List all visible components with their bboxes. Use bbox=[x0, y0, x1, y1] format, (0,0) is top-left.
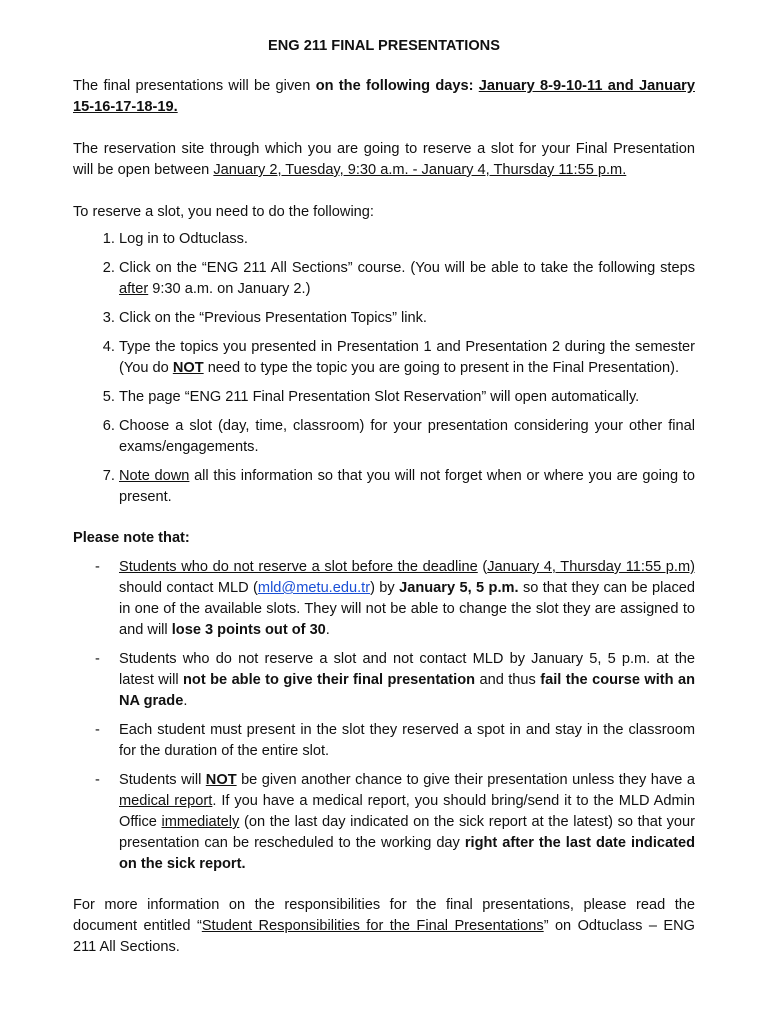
note-item bbox=[73, 557, 695, 641]
bullet-dash: - bbox=[95, 651, 100, 667]
step-text: Log in to Odtuclass. bbox=[119, 231, 248, 247]
bullet-dash: - bbox=[95, 772, 100, 788]
note-item bbox=[73, 649, 695, 712]
note-item bbox=[73, 770, 695, 875]
note-bold: not be able to give their final presentation bbox=[183, 672, 476, 688]
step-item bbox=[119, 308, 695, 329]
note-text: be given another chance to give their presentation unless they have a bbox=[236, 772, 695, 788]
note-text: . bbox=[183, 693, 188, 709]
responsibilities-document-title: Student Responsibilities for the Final Presentations bbox=[201, 918, 544, 934]
note-bold: right after the last date indicated on the sick report. bbox=[119, 835, 696, 872]
step-text: 9:30 a.m. on January 2.) bbox=[148, 281, 311, 297]
note-bold: January 5, 5 p.m. bbox=[399, 580, 519, 596]
deadline-date: January 4, Thursday 11:55 p.m) bbox=[487, 559, 695, 575]
note-emphasis: immediately bbox=[161, 814, 240, 830]
presentation-dates: January 8-9-10-11 and January 15-16-17-18-19. bbox=[73, 78, 695, 115]
note-bold: fail the course with an NA grade bbox=[119, 672, 695, 709]
note-text: so that they can be placed in one of the available slots. They will not be able to change the slot they are assigned to and will bbox=[119, 580, 695, 638]
note-item bbox=[73, 720, 695, 762]
step-text: The page “ENG 211 Final Presentation Slot Reservation” will open automatically. bbox=[119, 389, 640, 405]
notes-list bbox=[73, 557, 695, 875]
bullet-dash: - bbox=[95, 722, 100, 738]
step-emphasis: Note down bbox=[119, 468, 190, 484]
step-item bbox=[119, 466, 695, 508]
reservation-text: The reservation site through which you are going to reserve a slot for your Final Presentation will be open between bbox=[73, 141, 695, 178]
bullet-dash: - bbox=[95, 559, 100, 575]
step-item bbox=[119, 416, 695, 458]
step-text: Click on the “ENG 211 All Sections” course. (You will be able to take the following steps bbox=[119, 260, 695, 276]
steps-list bbox=[73, 229, 695, 508]
step-item bbox=[119, 387, 695, 408]
note-text: Students who do not reserve a slot before the deadline bbox=[119, 559, 478, 575]
step-item bbox=[119, 229, 695, 250]
intro-text: The final presentations will be given bbox=[73, 78, 316, 94]
note-text: ) by bbox=[370, 580, 400, 596]
reservation-paragraph bbox=[73, 139, 695, 181]
steps-intro: To reserve a slot, you need to do the following: bbox=[73, 204, 374, 220]
intro-bold: on the following days: bbox=[315, 78, 479, 94]
step-emphasis: after bbox=[119, 281, 149, 297]
note-emphasis: medical report bbox=[119, 793, 213, 809]
mld-email-link[interactable]: mld@metu.edu.tr bbox=[257, 580, 371, 596]
note-text: should contact MLD ( bbox=[119, 580, 258, 596]
notes-heading: Please note that: bbox=[73, 530, 190, 546]
step-text: Choose a slot (day, time, classroom) for your presentation considering your other final exams/engagements. bbox=[119, 418, 695, 455]
step-text: Click on the “Previous Presentation Topics” link. bbox=[119, 310, 427, 326]
note-text: (on the last day indicated on the sick report at the latest) so that your presentation can be rescheduled to the working day bbox=[119, 814, 695, 851]
note-bold: lose 3 points out of 30 bbox=[171, 622, 326, 638]
step-emphasis: NOT bbox=[172, 360, 204, 376]
footer-text: For more information on the responsibilities for the final presentations, please read the document entitled “ bbox=[73, 897, 695, 934]
step-text: all this information so that you will not forget when or where you are going to present. bbox=[119, 468, 695, 505]
note-text: Each student must present in the slot they reserved a spot in and stay in the classroom for the duration of the entire slot. bbox=[119, 722, 695, 759]
note-text: ( bbox=[477, 559, 488, 575]
intro-paragraph bbox=[73, 76, 695, 118]
reservation-period: January 2, Tuesday, 9:30 a.m. - January 4, Thursday 11:55 p.m. bbox=[213, 162, 627, 178]
footer-text: ” on Odtuclass – ENG 211 All Sections. bbox=[73, 918, 695, 955]
step-text: need to type the topic you are going to present in the Final Presentation). bbox=[203, 360, 680, 376]
step-item bbox=[119, 337, 695, 379]
note-text: . If you have a medical report, you should bring/send it to the MLD Admin Office bbox=[119, 793, 696, 830]
step-item bbox=[119, 258, 695, 300]
document-title: ENG 211 FINAL PRESENTATIONS bbox=[268, 38, 500, 54]
note-text: . bbox=[325, 622, 330, 638]
note-bold: NOT bbox=[205, 772, 237, 788]
note-text: Students will bbox=[119, 772, 206, 788]
note-text: and thus bbox=[475, 672, 541, 688]
note-text: Students who do not reserve a slot and not contact MLD by January 5, 5 p.m. at the latest will bbox=[119, 651, 695, 688]
step-text: Type the topics you presented in Presentation 1 and Presentation 2 during the semester (You do bbox=[119, 339, 695, 376]
footer-paragraph bbox=[73, 895, 695, 958]
